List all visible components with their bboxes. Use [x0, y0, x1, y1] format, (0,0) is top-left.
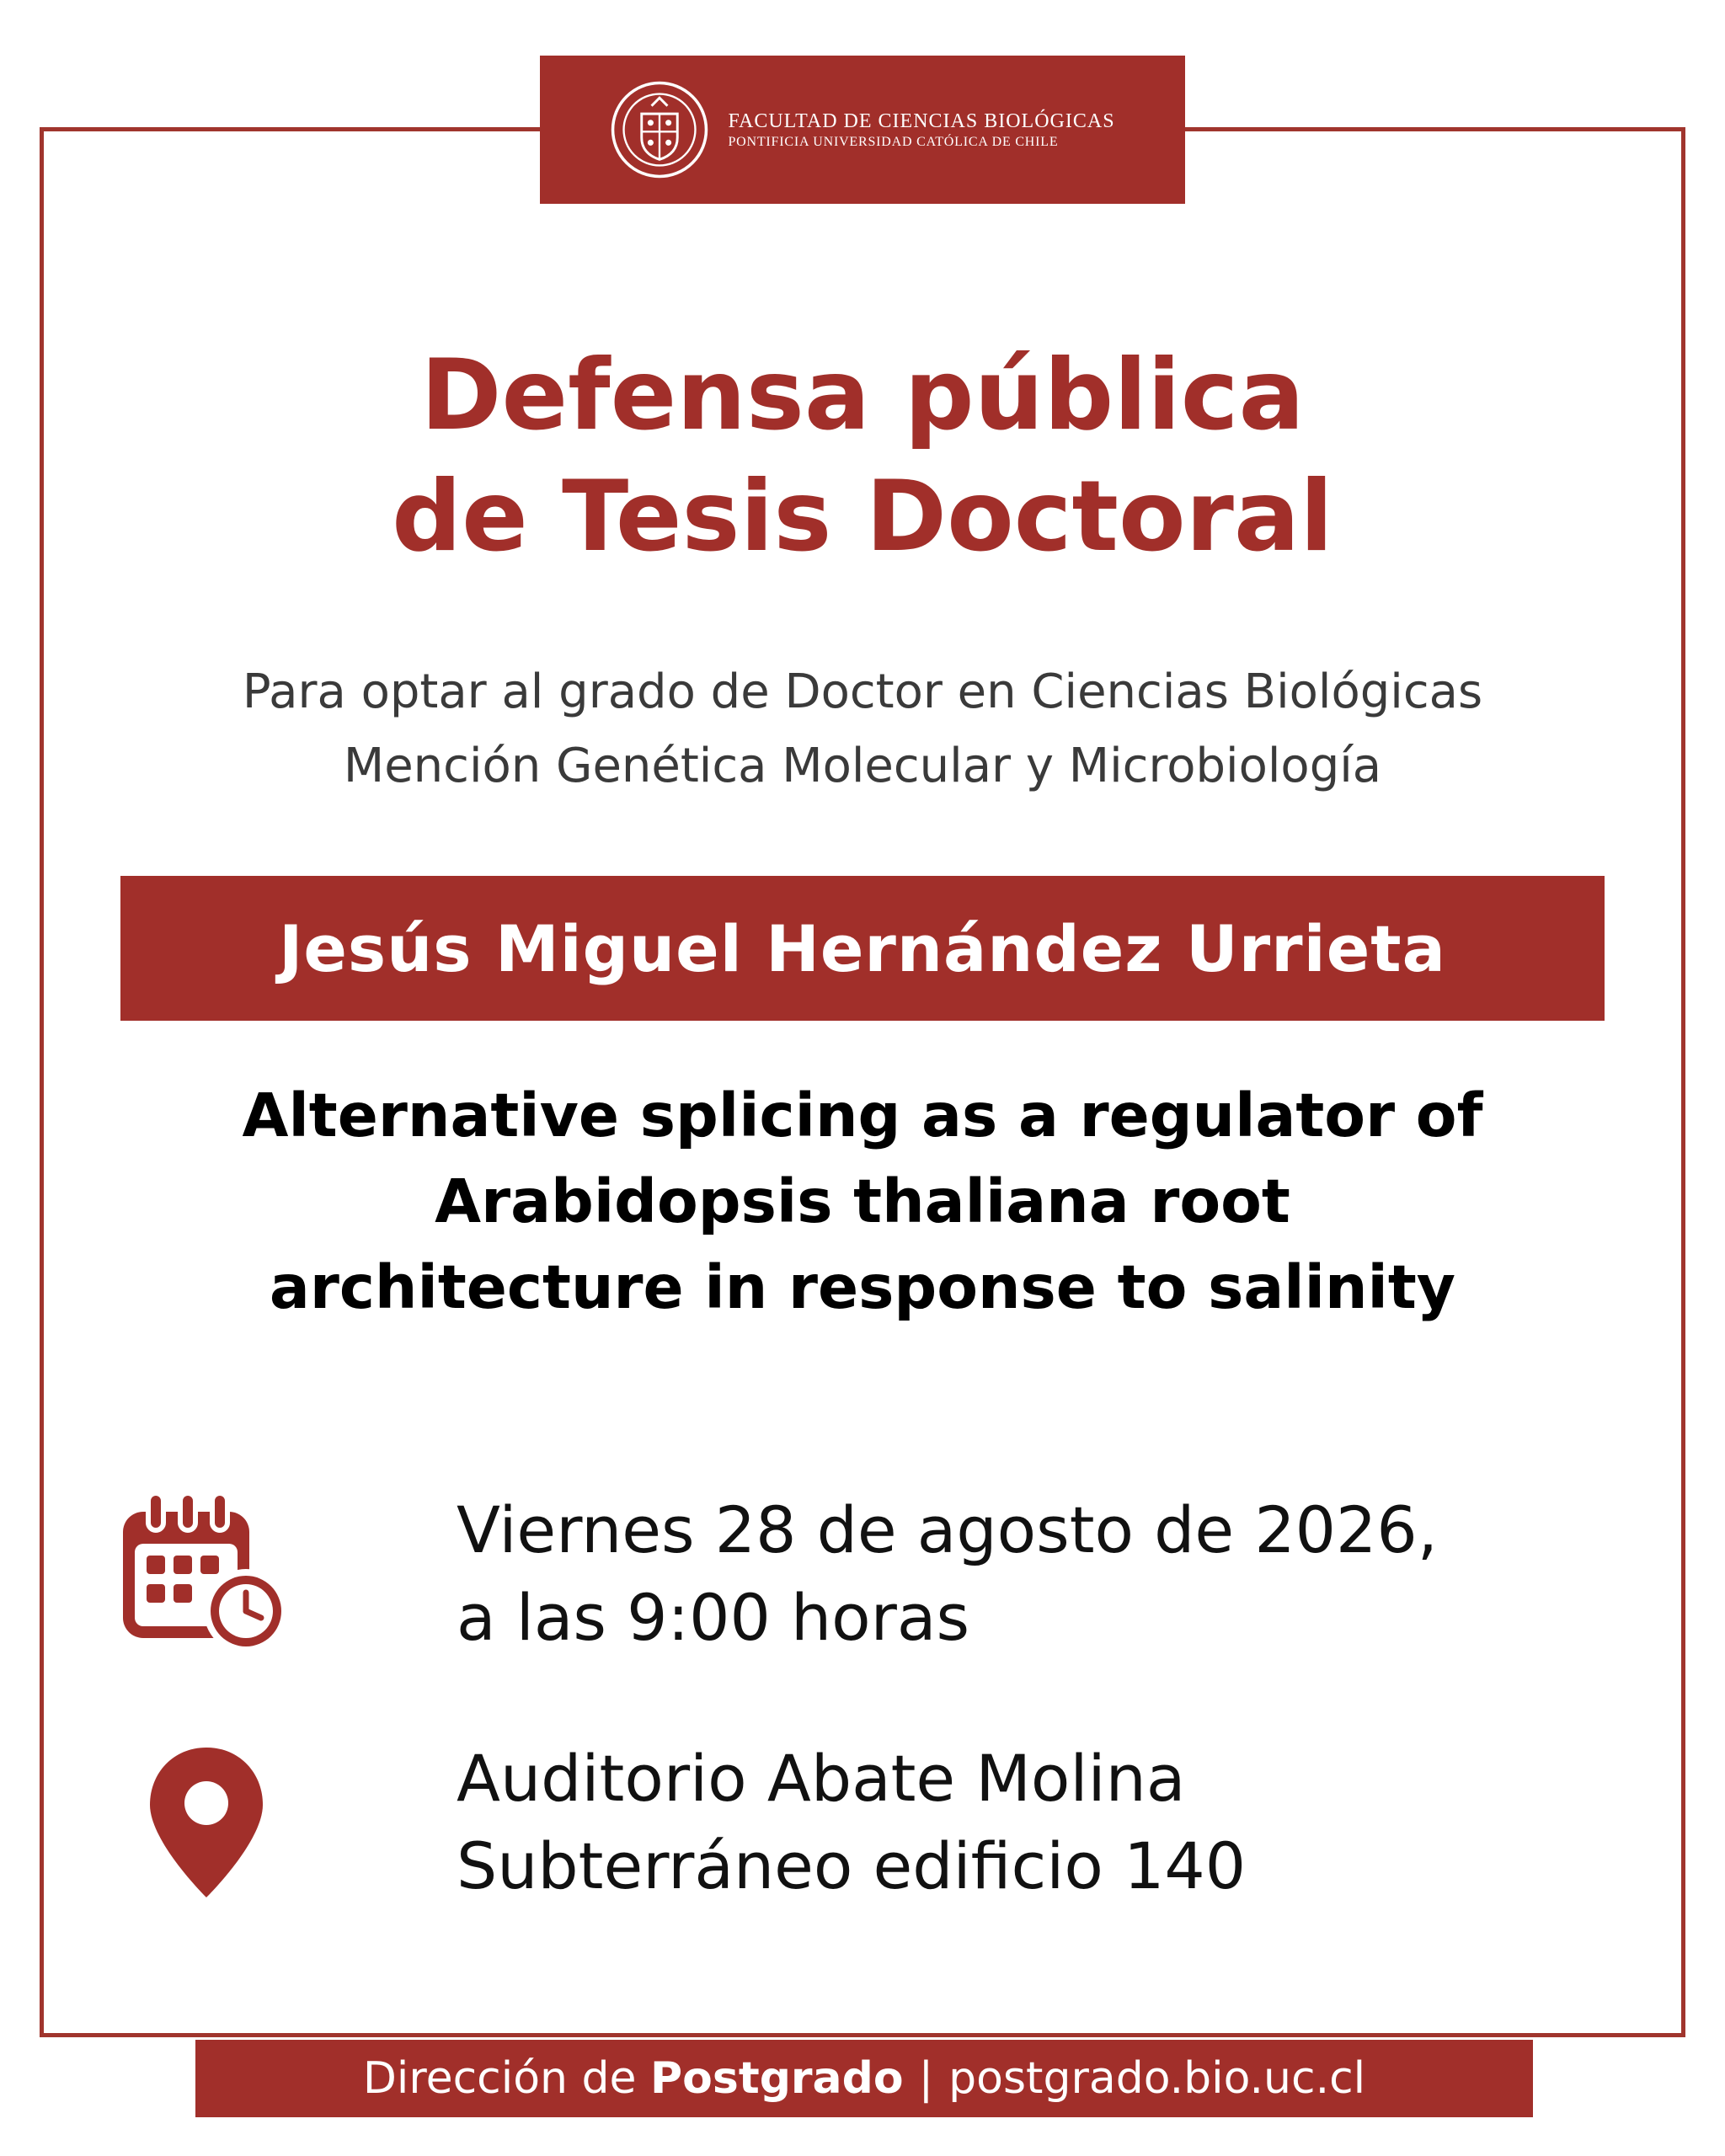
- date-info: [109, 1486, 1438, 1662]
- location-line-2: Subterráneo edificio 140: [457, 1828, 1247, 1903]
- university-line: PONTIFICIA UNIVERSIDAD CATÓLICA DE CHILE: [728, 135, 1059, 149]
- footer-url-link[interactable]: postgrado.bio.uc.cl: [948, 2053, 1366, 2104]
- subtitle-line-2: Mención Genética Molecular y Microbiología: [343, 739, 1382, 793]
- title-line-1: Defensa pública: [420, 339, 1305, 452]
- candidate-name-bar: [120, 876, 1605, 1021]
- location-pin-icon: [143, 1742, 270, 1903]
- thesis-line-2: Arabidopsis thaliana root: [435, 1166, 1290, 1236]
- faculty-name: [728, 109, 1114, 151]
- page-title: [0, 335, 1725, 578]
- subtitle-line-1: Para optar al grado de Doctor en Ciencias Biológicas: [242, 664, 1483, 719]
- footer-separator: |: [918, 2053, 934, 2104]
- header-banner: [540, 56, 1185, 204]
- date-line-1: Viernes 28 de agosto de 2026,: [457, 1492, 1438, 1567]
- location-text: [457, 1735, 1246, 1910]
- footer-postgrado: Postgrado: [650, 2053, 904, 2104]
- university-seal-icon: [610, 80, 709, 179]
- calendar-clock-icon: [118, 1490, 295, 1658]
- footer-prefix: Dirección de: [362, 2053, 651, 2104]
- thesis-line-3: architecture in response to salinity: [269, 1252, 1456, 1322]
- location-info: [109, 1735, 1246, 1910]
- title-line-2: de Tesis Doctoral: [392, 460, 1333, 574]
- faculty-line: FACULTAD DE CIENCIAS BIOLÓGICAS: [728, 110, 1115, 132]
- degree-subtitle: [0, 655, 1725, 803]
- footer-bar: [195, 2040, 1533, 2117]
- date-text: [457, 1486, 1438, 1662]
- thesis-line-1: Alternative splicing as a regulator of: [242, 1081, 1483, 1150]
- date-line-2: a las 9:00 horas: [457, 1580, 970, 1655]
- thesis-title: [0, 1073, 1725, 1331]
- candidate-name: Jesús Miguel Hernández Urrieta: [279, 910, 1446, 986]
- location-line-1: Auditorio Abate Molina: [457, 1741, 1186, 1816]
